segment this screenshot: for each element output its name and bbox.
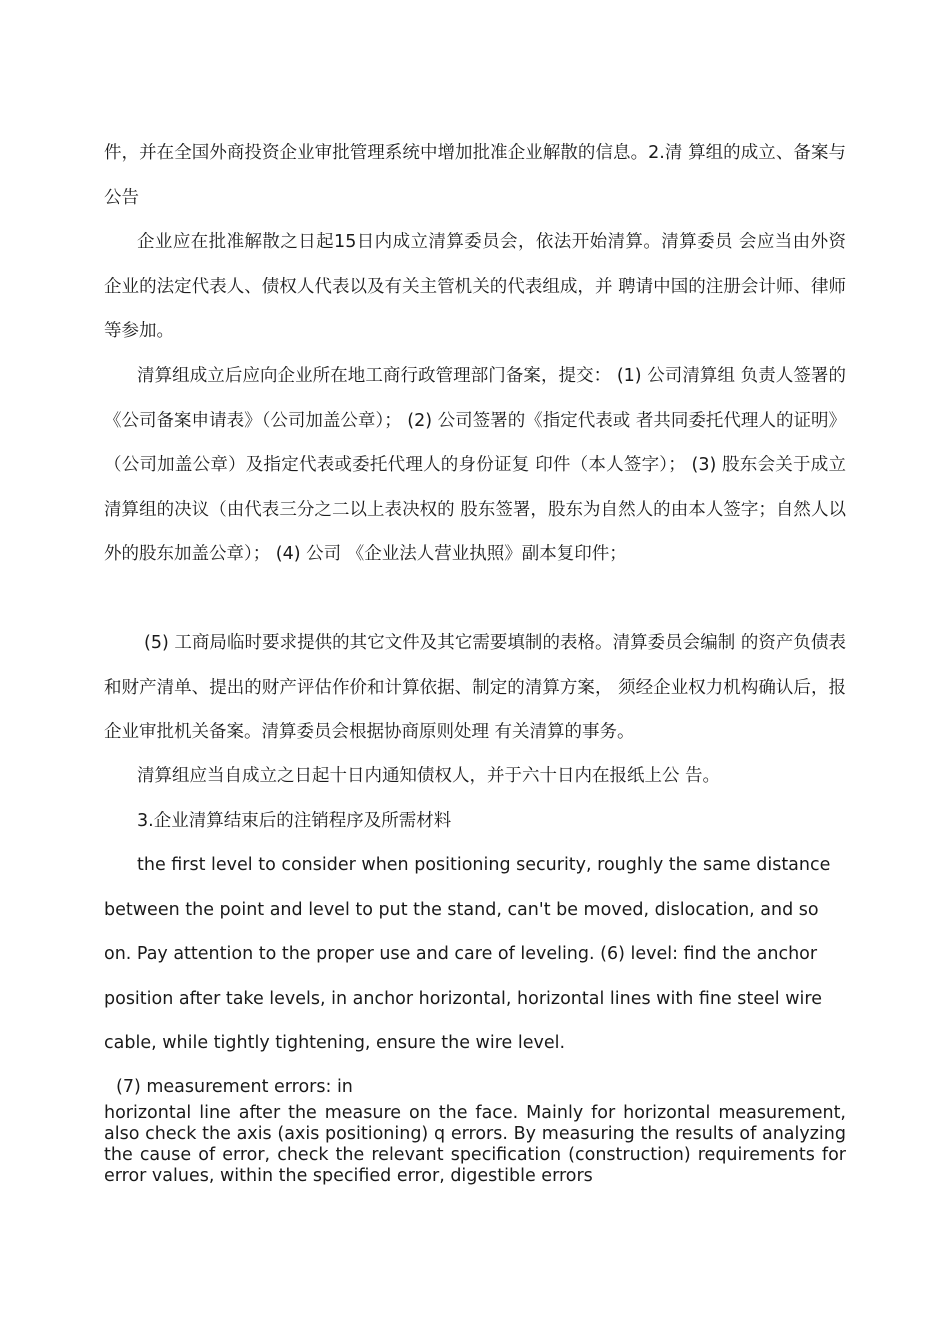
paragraph-cancellation-heading: 3.企业清算结束后的注销程序及所需材料 (137, 811, 452, 831)
paragraph-liquidation-committee: 企业应在批准解散之日起15日内成立清算委员会，依法开始清算。清算委员 会应当由外资企业的法定代表人、债权人代表以及有关主管机关的代表组成，并 聘请中国的注册会计师、律师等参加。 (104, 232, 846, 341)
paragraph-additional-documents: (5) 工商局临时要求提供的其它文件及其它需要填制的表格。清算委员会编制 的资产负债表和财产清单、提出的财产评估作价和计算依据、制定的清算方案， 须经企业权力机构确认后，报企业审批机关备案。清算委员会根据协商原则处理 有关清算的事务。 (104, 633, 846, 742)
paragraph-filing-materials: 清算组成立后应向企业所在地工商行政管理部门备案，提交： (1) 公司清算组 负责人签署的《公司备案申请表》（公司加盖公章）； (2) 公司签署的《指定代表或 者共同委托代理人的证明》（公司加盖公章）及指定代表或委托代理人的身份证复 印件（本人签字）； (3) 股东会关于成立清算组的决议（由代表三分之二以上表决权的 股东签署，股东为自然人的由本人签字；自然人以外的股东加盖公章）； (4) 公司 《企业法人营业执照》副本复印件； (104, 366, 846, 564)
paragraph-leveling-english: the first level to consider when positioning security, roughly the same distance between the point and level to put the stand, can't be moved, dislocation, and so on. Pay attention to the proper use and care of leveling. (6) level: find the anchor position after take levels, in anchor horizontal, horizontal lines with fine steel wire cable, while tightly tightening, ensure the wire level. (104, 855, 831, 1053)
paragraph-measurement-errors-label: (7) measurement errors: in (116, 1077, 353, 1097)
paragraph-measurement-errors-body: horizontal line after the measure on the face. Mainly for horizontal measurement, also check the axis (axis positioning) q errors. By measuring the results of analyzing the cause of error, check the relevant specification (construction) requirements for error values, within the specified error, digestible errors (104, 1103, 846, 1186)
paragraph-creditor-notice: 清算组应当自成立之日起十日内通知债权人，并于六十日内在报纸上公 告。 (137, 766, 721, 786)
paragraph-dissolution-info: 件，并在全国外商投资企业审批管理系统中增加批准企业解散的信息。2.清 算组的成立、备案与公告 (104, 143, 846, 208)
